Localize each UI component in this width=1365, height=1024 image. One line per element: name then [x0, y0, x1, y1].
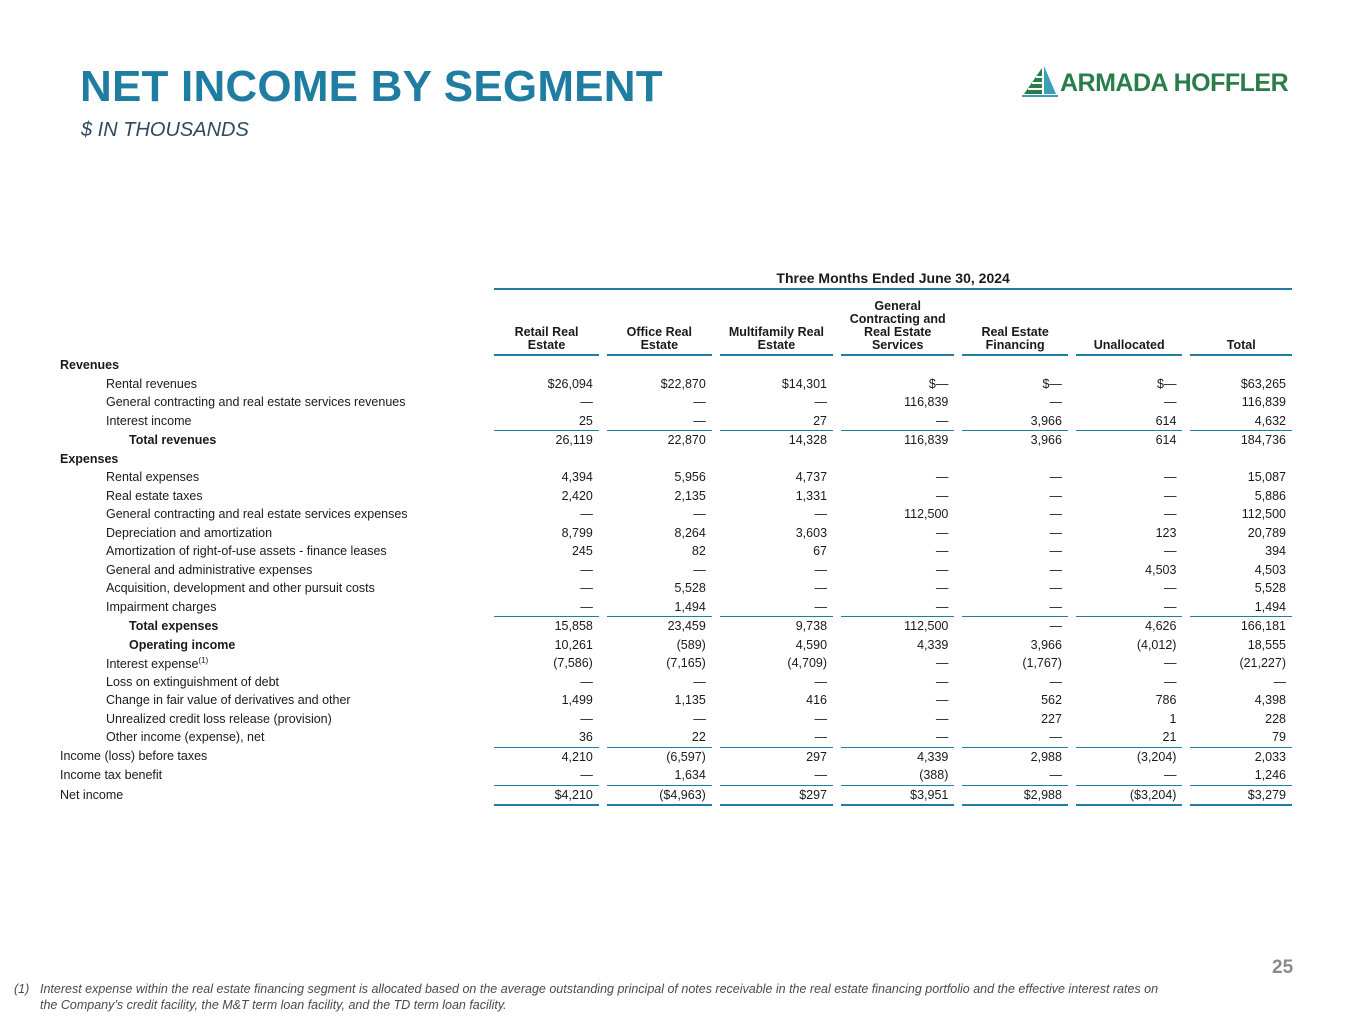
- table-cell: 1,634: [674, 768, 706, 783]
- table-cell: 36: [578, 730, 593, 745]
- column-header: [607, 290, 712, 356]
- table-cell: —: [1273, 674, 1286, 689]
- table-cell: 3,603: [795, 525, 828, 540]
- armada-hoffler-mark-icon: [1022, 64, 1058, 98]
- row-label-text: General contracting and real estate services expenses: [106, 507, 408, 522]
- table-cell: —: [1163, 656, 1177, 671]
- table-cell: —: [693, 395, 706, 410]
- column-header: [720, 290, 833, 356]
- table-row: [60, 487, 1292, 506]
- table-row: [60, 375, 1292, 394]
- row-label-text: General contracting and real estate services revenues: [106, 395, 406, 410]
- table-cell: $—: [928, 376, 949, 391]
- table-row: [60, 598, 1292, 617]
- table-row: [60, 747, 1292, 767]
- table-cell: 9,738: [720, 616, 833, 636]
- table-cell: (388): [919, 768, 949, 783]
- table-cell: —: [1163, 395, 1177, 410]
- row-label-text: Unrealized credit loss release (provision): [106, 711, 332, 726]
- table-cell: 4,503: [1254, 562, 1286, 577]
- table-cell: 67: [813, 544, 828, 559]
- table-cell: $22,870: [660, 376, 706, 391]
- table-cell: 245: [571, 544, 593, 559]
- table-cell: —: [814, 730, 828, 745]
- table-cell: —: [1163, 768, 1177, 783]
- footnote-text: Interest expense within the real estate financing segment is allocated based on the average outstanding principal of notes receivable in the real estate financing portfolio and the effective interest rates on the Company’s credit facility, the M&T term loan facility, and the TD term loan facility.: [40, 982, 1159, 1012]
- column-header-line: Multifamily Real: [728, 325, 824, 339]
- table-row: [60, 766, 1292, 785]
- table-cell: 4,398: [1254, 693, 1286, 708]
- table-cell: 4,394: [561, 470, 593, 485]
- table-cell: ($3,204): [1076, 785, 1183, 807]
- row-label-text: Total revenues: [129, 432, 217, 447]
- table-cell: 4,503: [1145, 562, 1177, 577]
- table-cell: —: [814, 599, 828, 614]
- table-cell: 116,839: [904, 395, 949, 410]
- table-cell: —: [580, 562, 593, 577]
- column-header-line: Contracting and: [849, 312, 946, 326]
- table-row: [60, 561, 1292, 580]
- table-cell: 22: [691, 730, 706, 745]
- row-label-text: Acquisition, development and other pursuit costs: [106, 581, 375, 596]
- row-label: [60, 487, 486, 506]
- table-cell: $3,951: [841, 785, 954, 807]
- row-label: [60, 598, 486, 617]
- table-cell: 116,839: [841, 430, 954, 450]
- table-cell: 14,328: [720, 430, 833, 450]
- table-row: [60, 356, 1292, 375]
- row-label-text: Total expenses: [129, 618, 219, 633]
- table-cell: —: [935, 470, 949, 485]
- column-header-line: Estate: [527, 338, 566, 352]
- table-cell: $—: [1042, 376, 1062, 391]
- table-cell: —: [1163, 470, 1177, 485]
- table-row: [60, 636, 1292, 655]
- row-label: [60, 747, 486, 767]
- table-cell: —: [1049, 768, 1062, 783]
- table-cell: 227: [1041, 711, 1062, 726]
- table-row: [60, 616, 1292, 636]
- table-cell: —: [1163, 599, 1177, 614]
- table-cell: 184,736: [1190, 430, 1292, 450]
- column-header: [841, 290, 954, 356]
- table-cell: —: [1049, 730, 1062, 745]
- table-row: [60, 710, 1292, 729]
- table-cell: 123: [1155, 525, 1177, 540]
- row-label-text: Loss on extinguishment of debt: [106, 674, 280, 689]
- table-cell: (21,227): [1239, 656, 1286, 671]
- table-cell: —: [580, 711, 593, 726]
- table-cell: 4,590: [795, 637, 828, 652]
- row-label: [60, 636, 486, 655]
- row-label-text: Rental expenses: [106, 470, 200, 485]
- table-cell: —: [935, 693, 949, 708]
- table-cell: 15,087: [1247, 470, 1286, 485]
- table-cell: $4,210: [494, 785, 599, 807]
- table-cell: (6,597): [607, 747, 712, 767]
- table-cell: —: [1049, 507, 1062, 522]
- row-label-text: Amortization of right-of-use assets - finance leases: [106, 544, 387, 559]
- row-label: [60, 393, 486, 412]
- table-cell: —: [693, 674, 706, 689]
- table-cell: (3,204): [1076, 747, 1183, 767]
- table-cell: 27: [813, 413, 828, 428]
- table-cell: (1,767): [1022, 656, 1062, 671]
- period-header: Three Months Ended June 30, 2024: [494, 268, 1292, 290]
- table-cell: $2,988: [962, 785, 1068, 807]
- footnote-marker: (1): [14, 982, 30, 996]
- table-cell: $63,265: [1240, 376, 1286, 391]
- table-cell: 25: [578, 413, 593, 428]
- column-header-line: Estate: [640, 338, 679, 352]
- row-label-text: Income (loss) before taxes: [60, 749, 208, 764]
- table-cell: 3,966: [1030, 637, 1062, 652]
- table-cell: 5,956: [674, 470, 706, 485]
- table-cell: —: [935, 730, 949, 745]
- table-cell: —: [693, 507, 706, 522]
- table-cell: —: [935, 525, 949, 540]
- table-cell: 786: [1155, 693, 1177, 708]
- row-label: [60, 430, 486, 450]
- table-cell: —: [1163, 507, 1177, 522]
- table-row: [60, 542, 1292, 561]
- row-label-text: Interest income: [106, 413, 192, 428]
- row-label: [60, 710, 486, 729]
- table-cell: 416: [806, 693, 828, 708]
- table-cell: $3,279: [1190, 785, 1292, 807]
- table-cell: —: [580, 768, 593, 783]
- table-cell: —: [580, 507, 593, 522]
- table-cell: (7,165): [666, 656, 706, 671]
- row-label: [60, 468, 486, 487]
- table-row: [60, 450, 1292, 469]
- table-cell: —: [962, 616, 1068, 636]
- row-label: [60, 412, 486, 431]
- table-cell: —: [580, 581, 593, 596]
- table-cell: —: [935, 413, 949, 428]
- row-label: [60, 579, 486, 598]
- row-label: [60, 766, 486, 785]
- table-row: [60, 673, 1292, 692]
- row-label: [60, 654, 486, 673]
- table-cell: —: [935, 544, 949, 559]
- table-cell: —: [935, 674, 949, 689]
- table-cell: —: [935, 711, 949, 726]
- table-cell: —: [1163, 488, 1177, 503]
- table-cell: 228: [1265, 711, 1286, 726]
- table-cell: —: [814, 395, 828, 410]
- table-cell: 4,339: [841, 747, 954, 767]
- table-row: [60, 579, 1292, 598]
- table-row: [60, 412, 1292, 431]
- table-cell: —: [580, 599, 593, 614]
- table-cell: $26,094: [547, 376, 593, 391]
- row-label: [60, 785, 486, 807]
- table-cell: ($4,963): [607, 785, 712, 807]
- row-label: [60, 375, 486, 394]
- column-header-line: Financing: [985, 338, 1045, 352]
- table-row: [60, 468, 1292, 487]
- table-cell: 1,331: [795, 488, 828, 503]
- row-label-text: Impairment charges: [106, 599, 217, 614]
- table-cell: 4,737: [795, 470, 828, 485]
- table-cell: 3,966: [1030, 413, 1062, 428]
- column-header-line: Estate: [757, 338, 796, 352]
- row-label: [60, 561, 486, 580]
- table-row: [60, 691, 1292, 710]
- column-header-line: Services: [871, 338, 924, 352]
- table-cell: —: [1049, 395, 1062, 410]
- table-cell: —: [1049, 674, 1062, 689]
- table-cell: —: [1049, 470, 1062, 485]
- column-header-line: Unallocated: [1093, 338, 1165, 352]
- table-cell: (4,709): [787, 656, 828, 671]
- table-cell: 5,528: [1254, 581, 1286, 596]
- table-row: [60, 524, 1292, 543]
- table-row: [60, 505, 1292, 524]
- row-label: [60, 524, 486, 543]
- table-cell: 21: [1162, 730, 1177, 745]
- table-cell: —: [935, 562, 949, 577]
- column-header: [1076, 290, 1183, 356]
- table-cell: 8,264: [674, 525, 706, 540]
- table-cell: —: [1049, 599, 1062, 614]
- table-cell: —: [693, 562, 706, 577]
- table-cell: 82: [691, 544, 706, 559]
- table-cell: —: [1049, 544, 1062, 559]
- table-cell: 26,119: [494, 430, 599, 450]
- row-label: [60, 673, 486, 692]
- table-cell: 112,500: [904, 507, 949, 522]
- table-cell: 18,555: [1247, 637, 1286, 652]
- table-cell: 4,210: [494, 747, 599, 767]
- table-row: [60, 393, 1292, 412]
- row-label-text: Income tax benefit: [60, 768, 163, 783]
- table-row: [60, 728, 1292, 747]
- table-cell: —: [935, 488, 949, 503]
- table-cell: (4,012): [1136, 637, 1177, 652]
- row-label-text: Rental revenues: [106, 376, 198, 391]
- table-cell: 394: [1265, 544, 1286, 559]
- column-header-line: General: [874, 299, 921, 313]
- column-header-line: Real Estate: [863, 325, 932, 339]
- table-cell: 10,261: [554, 637, 593, 652]
- table-cell: $297: [720, 785, 833, 807]
- table-cell: 562: [1041, 693, 1062, 708]
- table-cell: 297: [720, 747, 833, 767]
- table-cell: 22,870: [607, 430, 712, 450]
- table-cell: 2,988: [962, 747, 1068, 767]
- row-label: [60, 691, 486, 710]
- table-cell: —: [814, 674, 828, 689]
- table-cell: —: [814, 507, 828, 522]
- table-cell: 2,420: [561, 488, 593, 503]
- table-cell: 2,135: [674, 488, 706, 503]
- column-header-line: Office Real: [626, 325, 692, 339]
- row-label: [60, 616, 486, 636]
- table-cell: (7,586): [553, 656, 593, 671]
- row-label-text: Real estate taxes: [106, 488, 203, 503]
- table-cell: 1: [1169, 711, 1177, 726]
- row-label-text: Change in fair value of derivatives and other: [106, 693, 351, 708]
- table-cell: $—: [1157, 376, 1177, 391]
- table-cell: 116,839: [1241, 395, 1286, 410]
- row-label-text: Operating income: [129, 637, 236, 652]
- table-cell: —: [814, 711, 828, 726]
- table-cell: —: [693, 711, 706, 726]
- column-header: [962, 290, 1068, 356]
- table-cell: —: [935, 581, 949, 596]
- column-header-line: Total: [1226, 338, 1256, 352]
- table-cell: —: [814, 562, 828, 577]
- row-label: [60, 505, 486, 524]
- row-label: [60, 542, 486, 561]
- page-subtitle: $ IN THOUSANDS: [81, 119, 249, 141]
- table-cell: —: [580, 395, 593, 410]
- table-row: [60, 430, 1292, 450]
- footnote: [14, 981, 1164, 1013]
- table-cell: (589): [676, 637, 706, 652]
- table-cell: 79: [1272, 730, 1286, 745]
- table-cell: 614: [1155, 413, 1177, 428]
- segment-income-table: [60, 268, 1300, 806]
- column-header: [494, 290, 599, 356]
- table-row: [60, 654, 1292, 673]
- table-cell: —: [935, 656, 949, 671]
- row-label: [60, 450, 486, 469]
- table-cell: 1,494: [674, 599, 706, 614]
- table-cell: 4,632: [1254, 413, 1286, 428]
- row-label-text: Other income (expense), net: [106, 730, 265, 745]
- table-cell: 2,033: [1190, 747, 1292, 767]
- table-cell: 1,135: [674, 693, 706, 708]
- table-cell: 15,858: [494, 616, 599, 636]
- table-cell: 3,966: [962, 430, 1068, 450]
- table-cell: 20,789: [1247, 525, 1286, 540]
- table-cell: 1,246: [1254, 768, 1286, 783]
- page-title: NET INCOME BY SEGMENT: [80, 62, 663, 111]
- row-label-text: Net income: [60, 788, 124, 803]
- row-label-text: Interest expense: [106, 656, 199, 671]
- table-cell: 23,459: [607, 616, 712, 636]
- table-cell: 614: [1076, 430, 1183, 450]
- company-logo: [1022, 64, 1302, 100]
- table-cell: —: [693, 413, 706, 428]
- table-cell: —: [935, 599, 949, 614]
- table-cell: —: [1163, 544, 1177, 559]
- table-cell: $14,301: [781, 376, 828, 391]
- table-cell: —: [1163, 674, 1177, 689]
- row-label-text: Revenues: [60, 358, 120, 373]
- table-cell: 8,799: [561, 525, 593, 540]
- table-cell: 112,500: [841, 616, 954, 636]
- page-number: 25: [1272, 957, 1294, 978]
- table-cell: 5,528: [674, 581, 706, 596]
- row-label: [60, 356, 486, 375]
- row-label-text: Depreciation and amortization: [106, 525, 273, 540]
- table-cell: —: [1049, 581, 1062, 596]
- table-cell: 166,181: [1190, 616, 1292, 636]
- table-cell: —: [1049, 488, 1062, 503]
- table-cell: 4,626: [1076, 616, 1183, 636]
- table-cell: —: [1049, 525, 1062, 540]
- row-label-text: Expenses: [60, 451, 119, 466]
- table-cell: 1,499: [561, 693, 593, 708]
- column-header-line: Real Estate: [981, 325, 1049, 339]
- table-cell: —: [580, 674, 593, 689]
- logo-wordmark: ARMADA HOFFLER: [1060, 69, 1289, 97]
- table-cell: —: [814, 581, 828, 596]
- table-cell: 5,886: [1254, 488, 1286, 503]
- column-header-line: Retail Real: [514, 325, 579, 339]
- table-row: [60, 785, 1292, 807]
- row-label-text: General and administrative expenses: [106, 562, 313, 577]
- column-header: [1190, 290, 1292, 356]
- table-cell: 112,500: [1241, 507, 1286, 522]
- table-cell: —: [1049, 562, 1062, 577]
- table-cell: 1,494: [1254, 599, 1286, 614]
- table-cell: —: [814, 768, 828, 783]
- table-cell: 4,339: [917, 637, 949, 652]
- table-cell: —: [1163, 581, 1177, 596]
- row-label: [60, 728, 486, 747]
- footnote-reference: (1): [198, 655, 209, 665]
